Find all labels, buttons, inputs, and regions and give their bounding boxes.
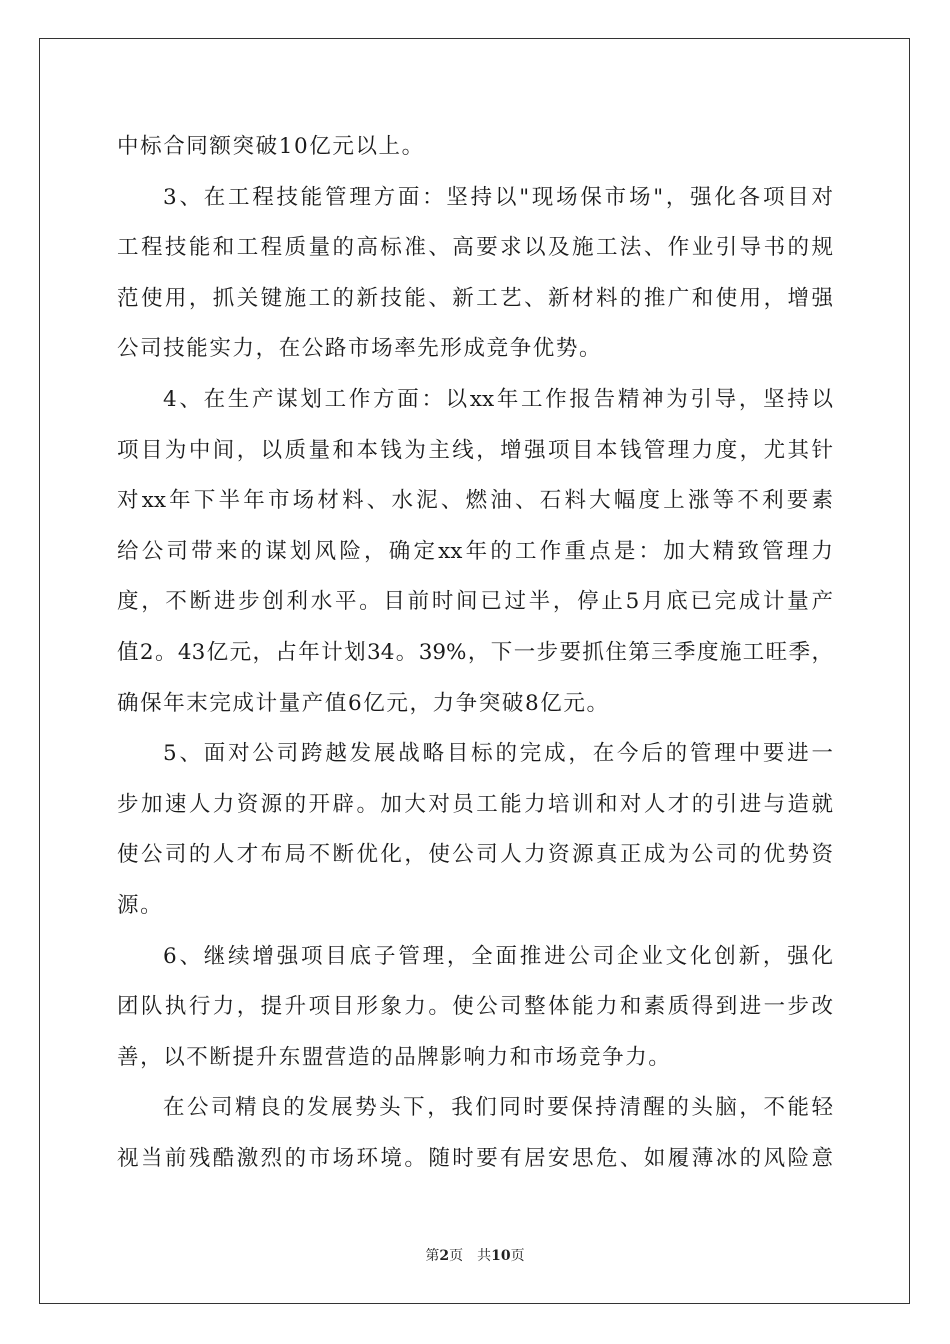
- page-footer: [0, 1246, 950, 1266]
- page-prefix: 第: [425, 1248, 440, 1264]
- text-line: 项目为中间，以质量和本钱为主线，增强项目本钱管理力度，尤其针: [117, 437, 833, 463]
- text-line: 团队执行力，提升项目形象力。使公司整体能力和素质得到进一步改: [117, 994, 833, 1020]
- text-line: 4、在生产谋划工作方面：以xx年工作报告精神为引导，坚持以: [163, 386, 833, 412]
- text-line: 3、在工程技能管理方面：坚持以"现场保市场"，强化各项目对: [163, 184, 833, 210]
- text-line: 确保年末完成计量产值6亿元，力争突破8亿元。: [117, 690, 610, 716]
- total-pages: 10: [491, 1248, 511, 1264]
- document-body: [117, 122, 833, 1184]
- text-line: 公司技能实力，在公路市场率先形成竞争优势。: [117, 336, 603, 362]
- text-line: 范使用，抓关键施工的新技能、新工艺、新材料的推广和使用，增强: [117, 285, 833, 311]
- text-line: 视当前残酷激烈的市场环境。随时要有居安思危、如履薄冰的风险意: [117, 1145, 833, 1171]
- text-line: 度，不断进步创利水平。目前时间已过半，停止5月底已完成计量产: [117, 589, 833, 615]
- text-line: 给公司带来的谋划风险，确定xx年的工作重点是：加大精致管理力: [117, 538, 833, 564]
- page-suffix: 页: [449, 1248, 464, 1264]
- text-line: 步加速人力资源的开辟。加大对员工能力培训和对人才的引进与造就: [117, 791, 833, 817]
- text-line: 6、继续增强项目底子管理，全面推进公司企业文化创新，强化: [163, 943, 833, 969]
- text-line: 值2。43亿元，占年计划34。39%，下一步要抓住第三季度施工旺季，: [117, 639, 833, 665]
- text-line: 善，以不断提升东盟营造的品牌影响力和市场竞争力。: [117, 1044, 672, 1070]
- page-number: 2: [439, 1248, 450, 1264]
- total-prefix: 共: [477, 1248, 492, 1264]
- text-line: 使公司的人才布局不断优化，使公司人力资源真正成为公司的优势资: [117, 842, 833, 868]
- text-line: 在公司精良的发展势头下，我们同时要保持清醒的头脑，不能轻: [163, 1095, 833, 1121]
- text-line: 中标合同额突破10亿元以上。: [117, 134, 425, 159]
- text-line: 源。: [117, 892, 164, 918]
- total-suffix: 页: [510, 1248, 525, 1264]
- text-line: 对xx年下半年市场材料、水泥、燃油、石料大幅度上涨等不利要素: [117, 488, 833, 514]
- text-line: 5、面对公司跨越发展战略目标的完成，在今后的管理中要进一: [163, 741, 833, 767]
- text-line: 工程技能和工程质量的高标准、高要求以及施工法、作业引导书的规: [117, 235, 833, 261]
